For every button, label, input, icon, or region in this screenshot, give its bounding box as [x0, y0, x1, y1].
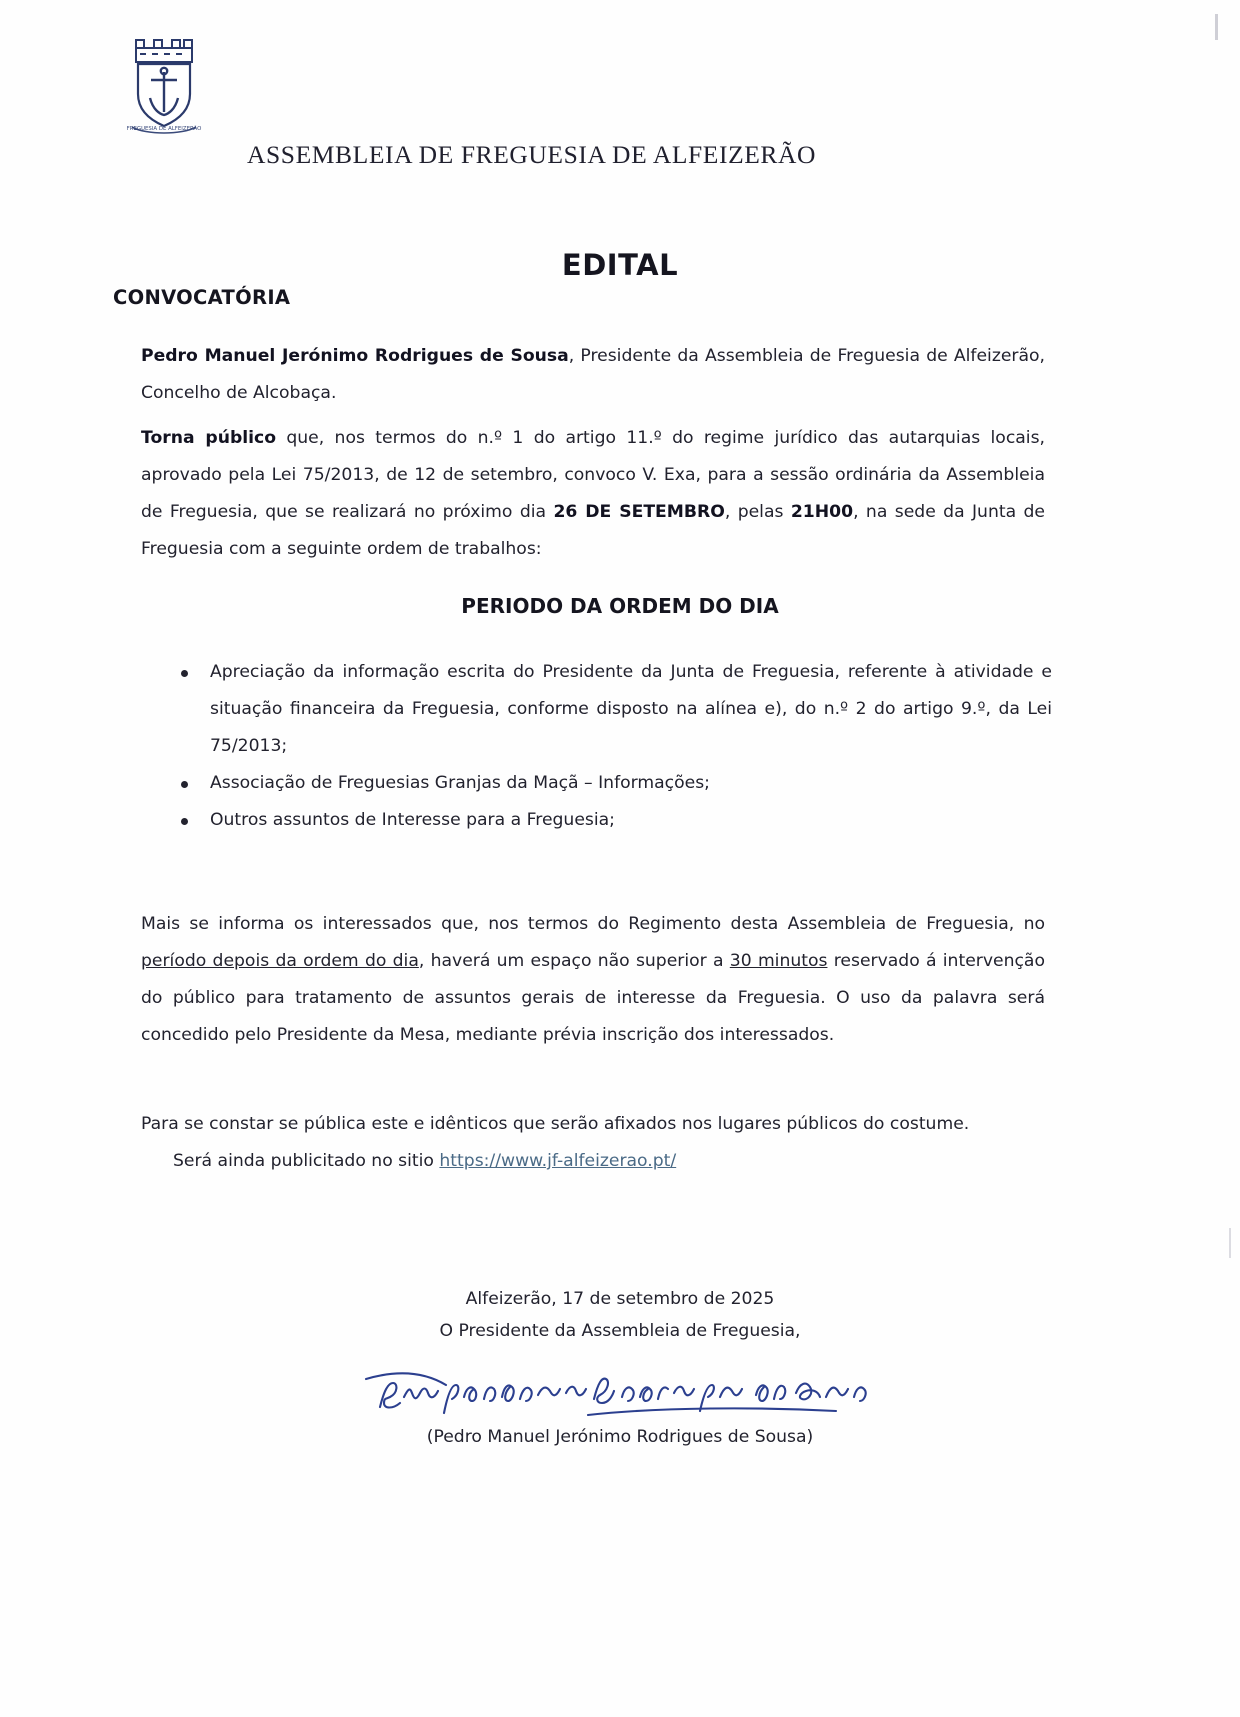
- info-part3: reservado á intervenção do público para tratamento de assuntos gerais de interesse da Freguesia. O uso da palavra será concedido pelo Presidente da Mesa, mediante prévia inscrição dos interessados.: [141, 951, 1045, 1045]
- page-title: EDITAL: [561, 248, 679, 282]
- list-item: Associação de Freguesias Granjas da Maçã – Informações;: [172, 765, 1052, 802]
- closing-line-2: [141, 1143, 1045, 1180]
- agenda-list: [172, 654, 1052, 839]
- place-and-date: Alfeizerão, 17 de setembro de 2025: [465, 1289, 775, 1309]
- document-header: [0, 22, 1240, 172]
- session-time: 21H00: [790, 502, 854, 522]
- list-item: Outros assuntos de Interesse para a Freguesia;: [172, 802, 1052, 839]
- public-intervention-paragraph: [141, 906, 1045, 1054]
- coat-of-arms-icon: [118, 30, 210, 134]
- scan-edge-mark-lower: [1229, 1228, 1231, 1258]
- declaration-part3: , na sede da Junta de Freguesia com a seguinte ordem de trabalhos:: [141, 502, 1045, 559]
- agenda-heading: PERIODO DA ORDEM DO DIA: [461, 594, 779, 618]
- signer-role: O Presidente da Assembleia de Freguesia,: [439, 1321, 801, 1341]
- organization-title: ASSEMBLEIA DE FREGUESIA DE ALFEIZERÃO: [247, 140, 817, 169]
- intro-rest: , Presidente da Assembleia de Freguesia de Alfeizerão, Concelho de Alcobaça.: [141, 346, 1045, 403]
- handwritten-signature-icon: [360, 1363, 880, 1427]
- info-part1: Mais se informa os interessados que, nos termos do Regimento desta Assembleia de Freguesia, no: [141, 914, 1045, 934]
- closing-line-1: Para se constar se pública este e idênticos que serão afixados nos lugares públicos do costume.: [141, 1114, 970, 1134]
- signer-printed-name: (Pedro Manuel Jerónimo Rodrigues de Sousa): [426, 1427, 814, 1447]
- declaration-paragraph: [141, 420, 1045, 568]
- svg-text:FREGUESIA DE ALFEIZERÃO: FREGUESIA DE ALFEIZERÃO: [126, 126, 202, 132]
- president-name: Pedro Manuel Jerónimo Rodrigues de Sousa: [141, 346, 569, 366]
- info-underline-period: período depois da ordem do dia: [141, 951, 419, 971]
- declaration-lead: Torna público: [141, 428, 277, 448]
- declaration-part2: , pelas: [724, 502, 791, 522]
- list-item: Apreciação da informação escrita do Presidente da Junta de Freguesia, referente à atividade e situação financeira da Freguesia, conforme disposto na alínea e), do n.º 2 do artigo 9.º, da Lei 75/2013;: [172, 654, 1052, 765]
- intro-paragraph: [141, 338, 1045, 412]
- declaration-part1: que, nos termos do n.º 1 do artigo 11.º do regime jurídico das autarquias locais, aprovado pela Lei 75/2013, de 12 de setembro, convoco V. Exa, para a sessão ordinária da Assembleia de Freguesia, que se realizará no próximo dia: [141, 428, 1045, 522]
- website-link[interactable]: https://www.jf-alfeizerao.pt/: [439, 1151, 677, 1171]
- closing-line-2-prefix: Será ainda publicitado no sitio: [173, 1151, 440, 1171]
- closing-paragraph: [141, 1106, 1045, 1180]
- info-underline-duration: 30 minutos: [729, 951, 828, 971]
- session-date: 26 DE SETEMBRO: [553, 502, 725, 522]
- convocatoria-label: CONVOCATÓRIA: [113, 286, 291, 309]
- info-part2: , haverá um espaço não superior a: [418, 951, 730, 971]
- signature-block: [0, 1283, 1240, 1453]
